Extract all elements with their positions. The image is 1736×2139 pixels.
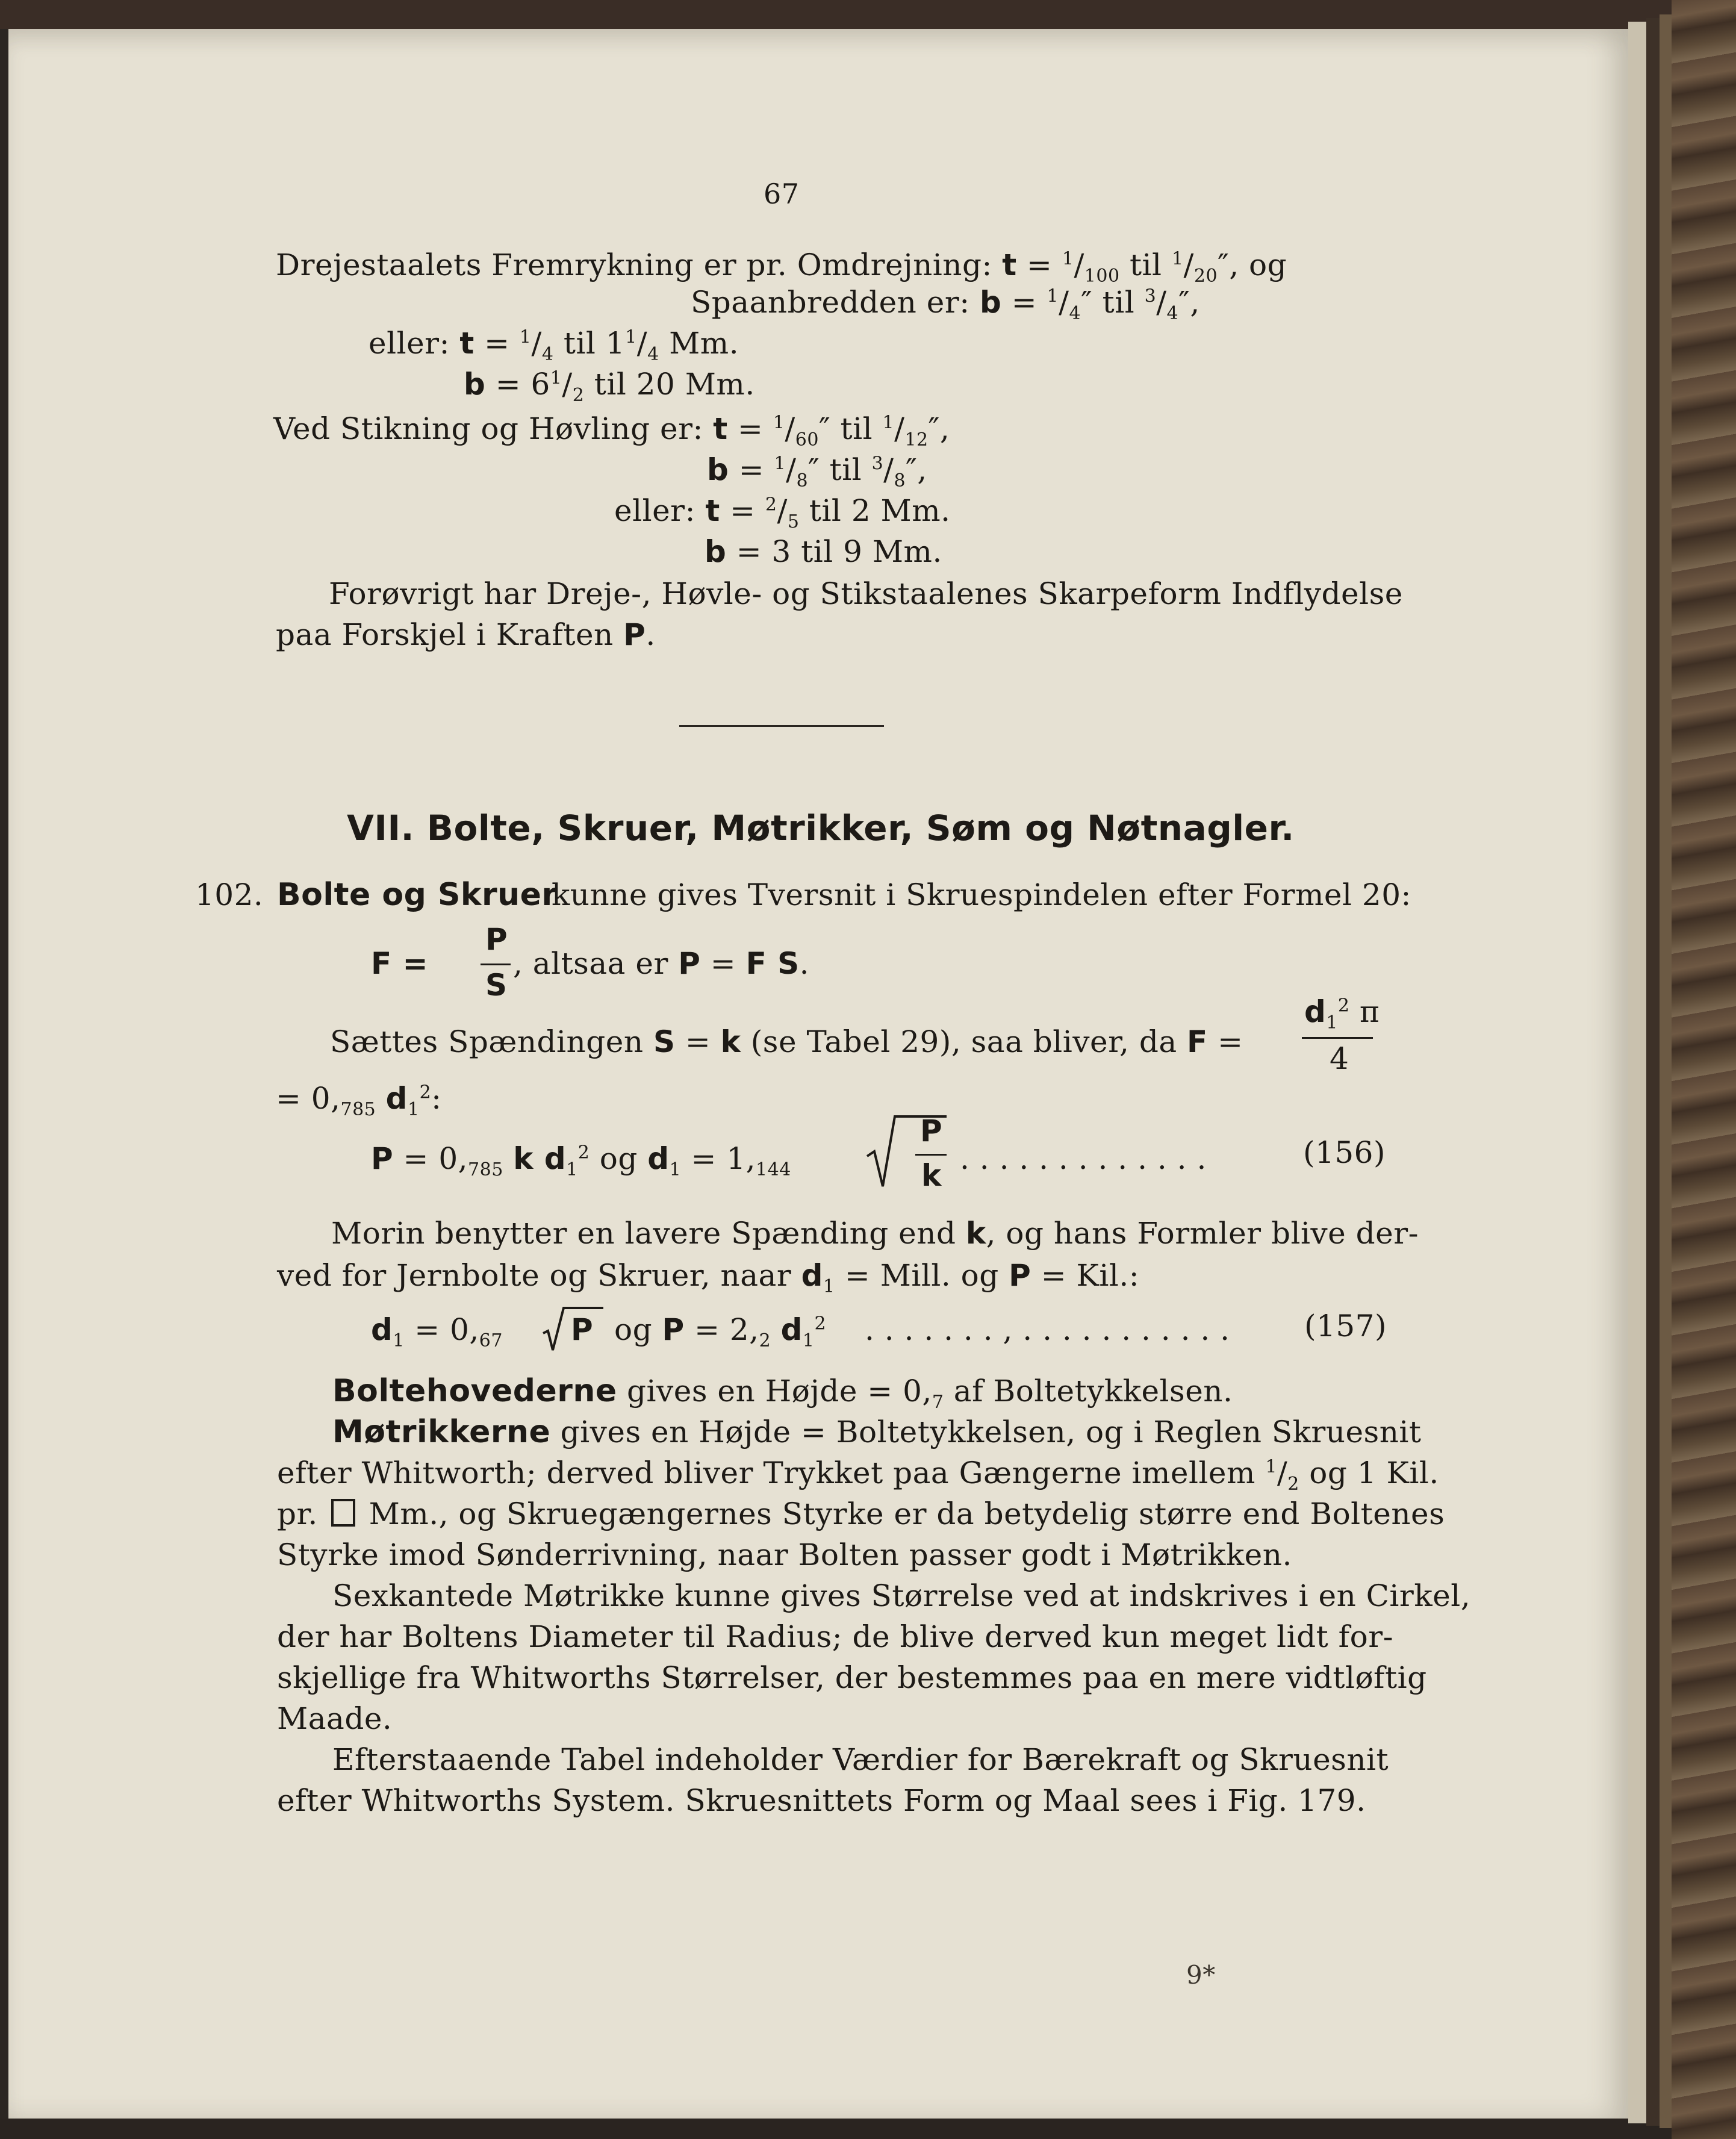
motrikkerne-line-4: Styrke imod Sønderrivning, naar Bolten passer godt i Møtrikken. xyxy=(277,1537,1292,1572)
area-fraction-bar xyxy=(1302,1037,1373,1039)
background-top xyxy=(0,0,1672,29)
eq156-leader-dots: . . . . . . . . . . . . . xyxy=(960,1141,1207,1176)
eq157-right: og $P = 2,_2$ $d_1^2$ xyxy=(614,1312,827,1351)
page-stack-edge xyxy=(1628,22,1646,2123)
formula-f-fraction-bar xyxy=(481,964,511,965)
sexkantede-line-3: skjellige fra Whitworths Størrelser, der bestemmes paa en mere vidtløftig xyxy=(277,1660,1427,1695)
formula-f-right: , altsaa er P = F S. xyxy=(513,946,810,981)
boltehovederne-bold: Boltehovederne xyxy=(332,1373,617,1409)
book-cover-edge xyxy=(1672,0,1736,2139)
eq157-number: (157) xyxy=(1304,1309,1387,1343)
eq156-fraction-bar xyxy=(915,1154,947,1156)
sexkantede-line-1: Sexkantede Møtrikke kunne gives Størrelse ved at indskrives i en Cirkel, xyxy=(332,1578,1471,1613)
paragraph-text: kunne gives Tversnit i Skruespindelen efter Formel 20: xyxy=(552,877,1411,912)
eq156-left: $P = 0,_{785}$ k $d_1^2$ og $d_1 = 1,_{144}$ xyxy=(371,1141,791,1180)
sexkantede-line-2: der har Boltens Diameter til Radius; de blive derved kun meget lidt for- xyxy=(277,1619,1394,1654)
efterstaaende-line-1: Efterstaaende Tabel indeholder Værdier for Bærekraft og Skruesnit xyxy=(332,1742,1389,1777)
page-edge-dark xyxy=(1660,14,1672,2128)
background-bottom xyxy=(0,2119,1672,2139)
text-line-1: Drejestaalets Fremrykning er pr. Omdrejning: $t = ^1/_{100}$ til $^1/_{20}''$, og xyxy=(276,248,1287,287)
motrikkerne-line-2: efter Whitworth; derved bliver Trykket paa Gængerne imellem $^1/_2$ og 1 Kil. xyxy=(277,1456,1439,1495)
morin-line-1: Morin benytter en lavere Spænding end k, og hans Formler blive der- xyxy=(331,1216,1419,1251)
text-line-10: paa Forskjel i Kraften P. xyxy=(276,617,656,652)
text-line-2: Spaanbredden er: $b = ^1/_4''$ til $^3/_4''$, xyxy=(691,285,1200,324)
formula-f-numerator: P xyxy=(485,922,508,957)
page-number: 67 xyxy=(764,178,800,210)
saettes-line: Sættes Spændingen S = k (se Tabel 29), saa bliver, da F = xyxy=(330,1024,1243,1059)
text-line-7: eller: $t = ^2/_5$ til 2 Mm. xyxy=(614,493,951,532)
eq157-radicand: P xyxy=(571,1312,594,1347)
text-line-4: $b = 6^1/_2$ til 20 Mm. xyxy=(464,367,755,406)
boltehovederne-line: Boltehovederne gives en Højde = $0,_7$ af Boltetykkelsen. xyxy=(332,1373,1233,1413)
formula-f-denominator: S xyxy=(485,968,508,1003)
eq157-leader-dots: . . . . . . . , . . . . . . . . . . . xyxy=(865,1312,1230,1347)
bolte-skruer-bold: Bolte og Skruer xyxy=(277,877,558,913)
efterstaaende-line-2: efter Whitworths System. Skruesnittets Form og Maal sees i Fig. 179. xyxy=(277,1783,1366,1818)
signature-mark: 9* xyxy=(1186,1960,1216,1990)
eq156-numerator: P xyxy=(920,1113,943,1148)
text-line-9: Forøvrigt har Dreje-, Høvle- og Stikstaalenes Skarpeform Indflydelse xyxy=(329,576,1403,611)
motrikkerne-line-1: Møtrikkerne gives en Højde = Boltetykkelsen, og i Reglen Skruesnit xyxy=(332,1414,1422,1450)
text-line-6: $b = ^1/_8''$ til $^3/_8''$, xyxy=(707,452,927,491)
area-denominator: 4 xyxy=(1330,1041,1349,1076)
eq156-number: (156) xyxy=(1303,1135,1386,1170)
sexkantede-line-4: Maade. xyxy=(277,1701,393,1736)
section-heading: VII. Bolte, Skruer, Møtrikker, Søm og Nøtnagler. xyxy=(347,808,1295,848)
motrikkerne-bold: Møtrikkerne xyxy=(332,1414,551,1450)
morin-line-2: ved for Jernbolte og Skruer, naar $d_1$ = Mill. og P = Kil.: xyxy=(277,1258,1140,1297)
page-edge-shadow xyxy=(1646,18,1660,2126)
text-line-8: b = 3 til 9 Mm. xyxy=(705,534,942,569)
section-divider xyxy=(679,725,884,727)
eq157-left: $d_1 = 0,_{67}$ xyxy=(371,1312,503,1351)
saettes-continuation: = $0,_{785}$ $d_1^2$: xyxy=(276,1081,442,1120)
formula-f-left: F = xyxy=(371,946,428,981)
paragraph-number: 102. xyxy=(195,877,264,912)
square-symbol-icon xyxy=(331,1499,355,1527)
text-line-3: eller: $t = ^1/_4$ til $1^1/_4$ Mm. xyxy=(369,326,739,365)
text-line-5: Ved Stikning og Høvling er: $t = ^1/_{60}''$ til $^1/_{12}''$, xyxy=(273,411,950,450)
motrikkerne-line-3: pr. Mm., og Skruegængernes Styrke er da betydelig større end Boltenes xyxy=(277,1496,1445,1531)
area-numerator: $d_1^2$ π xyxy=(1304,994,1380,1033)
eq156-denominator: k xyxy=(921,1158,942,1193)
